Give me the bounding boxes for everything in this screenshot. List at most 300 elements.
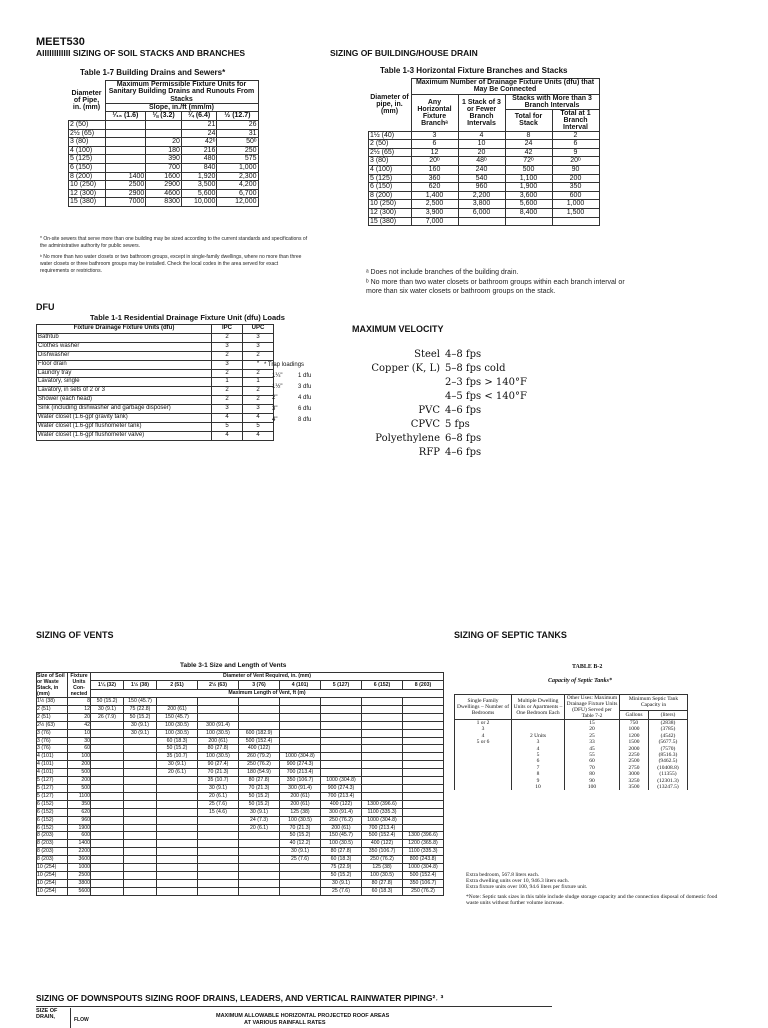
velocity-value: 4–6 fps bbox=[445, 405, 482, 416]
t31-length-cell: 250 (76.2) bbox=[403, 887, 444, 895]
t11-value-cell: * bbox=[243, 360, 274, 369]
t31-length-cell: 1300 (396.6) bbox=[362, 800, 403, 808]
t17-value-cell: 7000 bbox=[105, 198, 146, 207]
velocity-heading: MAXIMUM VELOCITY bbox=[352, 324, 444, 334]
t13-group-header: Maximum Number of Drainage Fixture Units (dfu) that May Be Connected bbox=[411, 79, 599, 95]
t31-length-cell bbox=[198, 864, 239, 872]
table-row bbox=[37, 777, 444, 785]
t31-length-cell: 200 (61) bbox=[280, 800, 321, 808]
table-row bbox=[37, 784, 444, 792]
t31-length-cell bbox=[280, 745, 321, 753]
t31-length-cell bbox=[157, 864, 198, 872]
table-row bbox=[69, 181, 259, 190]
t31-units-cell: 1400 bbox=[68, 840, 91, 848]
t31-length-cell bbox=[124, 879, 157, 887]
t31-length-cell bbox=[157, 887, 198, 895]
tb2-cell: (9462.5) bbox=[649, 758, 688, 764]
t13-value-cell: 540 bbox=[458, 174, 505, 183]
t17-value-cell: 1600 bbox=[146, 172, 182, 181]
t31-units-cell: 350 bbox=[68, 800, 91, 808]
table-1-1 bbox=[36, 324, 274, 441]
t13-value-cell bbox=[505, 217, 552, 226]
t31-length-cell bbox=[362, 729, 403, 737]
t31-length-cell: 60 (18.3) bbox=[362, 887, 403, 895]
table-row bbox=[369, 200, 600, 209]
t13-diameter-cell: 10 (250) bbox=[369, 200, 412, 209]
t13-value-cell: 9 bbox=[552, 148, 599, 157]
t31-length-cell: 400 (122) bbox=[321, 800, 362, 808]
t31-length-cell bbox=[91, 864, 124, 872]
table-row bbox=[37, 333, 274, 342]
t11-value-cell: 2 bbox=[212, 369, 243, 378]
t31-length-cell bbox=[362, 753, 403, 761]
t31-length-cell: 1100 (335.3) bbox=[362, 808, 403, 816]
t17-value-cell: 5,600 bbox=[181, 189, 217, 198]
trap-row bbox=[264, 382, 324, 393]
tb2-cell: 2750 bbox=[620, 765, 649, 771]
t13-one-stack-header: 1 Stack of 3 or Fewer Branch Intervals bbox=[458, 94, 505, 131]
trap-size: 1¼" bbox=[272, 373, 283, 379]
t31-length-cell: 80 (27.8) bbox=[362, 879, 403, 887]
table-row bbox=[37, 698, 444, 706]
t31-length-cell: 80 (27.8) bbox=[239, 777, 280, 785]
t31-length-cell bbox=[157, 698, 198, 706]
t31-length-cell bbox=[91, 871, 124, 879]
t31-length-cell bbox=[157, 871, 198, 879]
t13-value-cell: 960 bbox=[458, 183, 505, 192]
t17-value-cell bbox=[105, 138, 146, 147]
t31-length-cell bbox=[403, 824, 444, 832]
t31-length-cell: 75 (22.9) bbox=[321, 864, 362, 872]
t31-length-cell bbox=[321, 713, 362, 721]
t11-value-cell: 2 bbox=[212, 351, 243, 360]
t13-diameter-cell: 2½ (65) bbox=[369, 148, 412, 157]
t31-length-cell bbox=[403, 713, 444, 721]
t31-length-cell: 250 (76.2) bbox=[321, 816, 362, 824]
t31-units-cell: 42 bbox=[68, 721, 91, 729]
t31-length-cell bbox=[124, 761, 157, 769]
t11-value-cell: 2 bbox=[212, 333, 243, 342]
t11-fixture-cell: Bathtub bbox=[37, 333, 212, 342]
tb2-col4a: Gallons bbox=[620, 710, 649, 719]
t31-length-cell bbox=[91, 816, 124, 824]
table-row bbox=[37, 887, 444, 895]
t31-length-cell bbox=[403, 745, 444, 753]
t17-value-cell: 42ᵇ bbox=[181, 138, 217, 147]
tb2-cell: 750 bbox=[620, 720, 649, 727]
t31-length-cell bbox=[91, 887, 124, 895]
t31-length-cell: 30 (9.1) bbox=[239, 808, 280, 816]
t17-value-cell: 31 bbox=[217, 129, 258, 138]
table-row bbox=[69, 198, 259, 207]
t31-length-cell bbox=[362, 769, 403, 777]
t17-value-cell: 1400 bbox=[105, 172, 146, 181]
table-row bbox=[37, 848, 444, 856]
t31-length-cell: 900 (274.3) bbox=[321, 784, 362, 792]
t13-value-cell: 5,600 bbox=[505, 200, 552, 209]
t31-size-cell: 8 (203) bbox=[37, 856, 68, 864]
t31-length-cell: 500 (152.4) bbox=[239, 737, 280, 745]
t31-size-cell: 8 (203) bbox=[37, 832, 68, 840]
t13-value-cell: 6 bbox=[411, 140, 458, 149]
t31-length-cell bbox=[403, 729, 444, 737]
t31-length-cell bbox=[321, 761, 362, 769]
t17-value-cell bbox=[105, 164, 146, 173]
t17-slope-header: Slope, in./ft (mm/m) bbox=[105, 103, 258, 112]
table-row bbox=[37, 800, 444, 808]
t13-more-header: Stacks with More than 3 Branch Intervals bbox=[505, 94, 599, 109]
t31-length-cell bbox=[403, 800, 444, 808]
t31-length-cell bbox=[239, 705, 280, 713]
t13-value-cell: 10 bbox=[458, 140, 505, 149]
t17-value-cell: 26 bbox=[217, 121, 258, 130]
t17-diameter-cell: 15 (380) bbox=[69, 198, 106, 207]
t17-value-cell: 216 bbox=[181, 146, 217, 155]
t31-length-cell: 150 (45.7) bbox=[321, 832, 362, 840]
tb2-cell: 3250 bbox=[620, 778, 649, 784]
t31-length-cell bbox=[124, 737, 157, 745]
t31-length-cell bbox=[239, 879, 280, 887]
t17-value-cell: 10,000 bbox=[181, 198, 217, 207]
tb2-cell: 1000 bbox=[620, 726, 649, 732]
t31-length-cell bbox=[91, 879, 124, 887]
t31-length-cell bbox=[280, 705, 321, 713]
t31-length-cell: 500 (152.4) bbox=[403, 871, 444, 879]
t31-diam-cell: 2 (51) bbox=[157, 681, 198, 689]
t31-length-cell: 700 (213.4) bbox=[280, 769, 321, 777]
t31-size-cell: 10 (254) bbox=[37, 864, 68, 872]
t31-length-cell: 800 (243.8) bbox=[403, 856, 444, 864]
table-row bbox=[69, 121, 259, 130]
t31-length-cell bbox=[157, 784, 198, 792]
t11-fixture-cell: Shower (each head) bbox=[37, 396, 212, 405]
tb2-cell: 33 bbox=[565, 739, 620, 745]
t31-length-cell: 35 (10.7) bbox=[198, 777, 239, 785]
t11-value-cell: 2 bbox=[243, 387, 274, 396]
t31-length-cell bbox=[124, 856, 157, 864]
t31-diam-header: Diameter of Vent Required, in. (mm) bbox=[91, 673, 444, 681]
t13-value-cell: 6 bbox=[552, 140, 599, 149]
tb2-col4b: (liters) bbox=[649, 710, 688, 719]
velocity-row bbox=[330, 362, 527, 376]
table-row bbox=[37, 840, 444, 848]
t31-diam-cell: 1¼ (32) bbox=[91, 681, 124, 689]
t13-value-cell: 8,400 bbox=[505, 208, 552, 217]
velocity-value: 5 fps bbox=[445, 419, 470, 430]
t31-length-cell bbox=[91, 832, 124, 840]
t31-diam-cell: 6 (152) bbox=[362, 681, 403, 689]
trap-row bbox=[264, 404, 324, 415]
table-row bbox=[369, 131, 600, 140]
t17-value-cell: 6,700 bbox=[217, 189, 258, 198]
t17-diameter-cell: 12 (300) bbox=[69, 189, 106, 198]
tb2-cell: (11355) bbox=[649, 771, 688, 777]
t31-length-cell bbox=[157, 856, 198, 864]
t13-value-cell: 3,900 bbox=[411, 208, 458, 217]
t17-value-cell: 2900 bbox=[105, 189, 146, 198]
t31-units-cell: 200 bbox=[68, 777, 91, 785]
t31-length-cell: 250 (76.2) bbox=[239, 761, 280, 769]
t17-value-cell: 3,500 bbox=[181, 181, 217, 190]
t11-fixture-cell: Clothes washer bbox=[37, 342, 212, 351]
t17-value-cell: 180 bbox=[146, 146, 182, 155]
tb2-cell: 2000 bbox=[620, 746, 649, 752]
table-3-1 bbox=[36, 672, 444, 896]
septic-extra-units: Extra dwelling units over 10, 946.3 liters each. bbox=[466, 878, 569, 885]
t31-length-cell bbox=[124, 800, 157, 808]
t31-length-cell bbox=[198, 705, 239, 713]
t31-length-cell bbox=[403, 737, 444, 745]
t31-length-cell bbox=[124, 808, 157, 816]
t31-length-cell bbox=[157, 879, 198, 887]
t11-value-cell: 3 bbox=[212, 342, 243, 351]
t13-diameter-cell: 8 (200) bbox=[369, 191, 412, 200]
t31-length-cell bbox=[91, 848, 124, 856]
table-row bbox=[37, 808, 444, 816]
table-row bbox=[69, 189, 259, 198]
tb2-cell: 45 bbox=[565, 746, 620, 752]
t31-size-cell: 8 (203) bbox=[37, 848, 68, 856]
t31-length-cell: 100 (30.5) bbox=[157, 729, 198, 737]
t31-units-cell: 1900 bbox=[68, 824, 91, 832]
t31-length-cell bbox=[91, 856, 124, 864]
table-row bbox=[37, 378, 274, 387]
t31-length-cell: 125 (38) bbox=[362, 864, 403, 872]
t31-length-cell: 1100 (335.3) bbox=[403, 848, 444, 856]
t31-length-cell: 700 (213.4) bbox=[362, 824, 403, 832]
tb2-cell: 10 bbox=[512, 784, 565, 790]
t31-size-cell: 1½ (38) bbox=[37, 698, 68, 706]
t31-units-cell: 2500 bbox=[68, 871, 91, 879]
velocity-row bbox=[330, 348, 527, 362]
t31-length-cell: 700 (213.4) bbox=[321, 792, 362, 800]
t31-length-cell: 35 (10.7) bbox=[157, 753, 198, 761]
velocity-row bbox=[330, 418, 527, 432]
t31-length-cell: 180 (54.9) bbox=[239, 769, 280, 777]
t13-value-cell: 90 bbox=[552, 165, 599, 174]
t17-value-cell bbox=[146, 129, 182, 138]
t31-length-cell: 100 (30.5) bbox=[198, 753, 239, 761]
t13-diameter-cell: 12 (300) bbox=[369, 208, 412, 217]
t13-value-cell: 20ᵇ bbox=[552, 157, 599, 166]
velocity-row bbox=[330, 404, 527, 418]
velocity-material: Copper (K, L) bbox=[371, 363, 440, 374]
t31-size-cell: 6 (152) bbox=[37, 816, 68, 824]
table-b2-caption: Capacity of Septic Tanks* bbox=[548, 678, 612, 684]
table-row bbox=[37, 351, 274, 360]
t31-length-cell: 1000 (304.8) bbox=[280, 753, 321, 761]
t31-length-cell: 150 (45.7) bbox=[157, 713, 198, 721]
t13-value-cell: 7,000 bbox=[411, 217, 458, 226]
trap-dfu: 1 dfu bbox=[298, 373, 312, 379]
tb2-cell: (5677.5) bbox=[649, 739, 688, 745]
t31-units-header: Fixture Units Con-nected bbox=[68, 673, 91, 698]
ds-max-header-2: AT VARIOUS RAINFALL RATES bbox=[244, 1020, 326, 1026]
t31-length-cell bbox=[124, 753, 157, 761]
t31-length-cell: 400 (122) bbox=[362, 840, 403, 848]
table-row bbox=[37, 824, 444, 832]
t11-ipc-header: IPC bbox=[212, 325, 243, 334]
t17-diameter-cell: 5 (125) bbox=[69, 155, 106, 164]
t31-units-cell: 500 bbox=[68, 769, 91, 777]
t31-length-cell bbox=[91, 729, 124, 737]
t31-length-cell bbox=[124, 832, 157, 840]
t31-length-cell bbox=[91, 800, 124, 808]
t13-total-stack-header: Total for Stack bbox=[505, 109, 552, 131]
t11-fixture-cell: Lavatory, in sets of 2 or 3 bbox=[37, 387, 212, 396]
t31-units-cell: 12 bbox=[68, 705, 91, 713]
table-row bbox=[369, 217, 600, 226]
t13-value-cell: 4 bbox=[458, 131, 505, 140]
t13-total-branch-header: Total at 1 Branch Interval bbox=[552, 109, 599, 131]
table-row bbox=[37, 832, 444, 840]
t31-units-cell: 2200 bbox=[68, 848, 91, 856]
t17-value-cell: 21 bbox=[181, 121, 217, 130]
t31-units-cell: 30 bbox=[68, 737, 91, 745]
t31-length-cell bbox=[198, 698, 239, 706]
velocity-list bbox=[330, 348, 527, 460]
t13-value-cell bbox=[458, 217, 505, 226]
t31-length-cell: 200 (61) bbox=[157, 705, 198, 713]
trap-row bbox=[264, 393, 324, 404]
t31-units-cell: 960 bbox=[68, 816, 91, 824]
t13-value-cell: 72ᵇ bbox=[505, 157, 552, 166]
t31-length-cell bbox=[280, 737, 321, 745]
t13-value-cell: 8 bbox=[505, 131, 552, 140]
table-row bbox=[37, 705, 444, 713]
velocity-row bbox=[330, 390, 527, 404]
t31-length-cell bbox=[91, 777, 124, 785]
t13-diameter-cell: 6 (150) bbox=[369, 183, 412, 192]
table-row bbox=[69, 164, 259, 173]
velocity-material bbox=[330, 390, 445, 404]
t17-diameter-cell: 2 (50) bbox=[69, 121, 106, 130]
septic-note: *Note: Septic tank sizes in this table include sludge storage capacity and the connection disposal of domestic food waste units without further volume increase. bbox=[466, 894, 718, 907]
t31-diam-cell: 3 (76) bbox=[239, 681, 280, 689]
t31-length-cell: 50 (15.2) bbox=[321, 871, 362, 879]
t31-length-cell: 100 (30.5) bbox=[198, 729, 239, 737]
t31-length-cell bbox=[198, 887, 239, 895]
trap-dfu: 6 dfu bbox=[298, 406, 312, 412]
table-row bbox=[37, 405, 274, 414]
t31-length-cell bbox=[124, 864, 157, 872]
table-row bbox=[455, 784, 688, 790]
t11-value-cell: 5 bbox=[243, 422, 274, 431]
t31-length-cell: 20 (6.1) bbox=[157, 769, 198, 777]
t31-size-cell: 3 (76) bbox=[37, 745, 68, 753]
t31-units-cell: 60 bbox=[68, 745, 91, 753]
t31-length-cell bbox=[321, 729, 362, 737]
velocity-material: Steel bbox=[414, 349, 440, 360]
table-row bbox=[369, 148, 600, 157]
t13-value-cell: 3 bbox=[411, 131, 458, 140]
t31-size-cell: 2 (51) bbox=[37, 705, 68, 713]
table-1-3 bbox=[368, 78, 600, 226]
table-row bbox=[37, 753, 444, 761]
t31-size-cell: 6 (152) bbox=[37, 808, 68, 816]
t31-length-cell: 1000 (304.8) bbox=[321, 777, 362, 785]
tb2-cell: 55 bbox=[565, 752, 620, 758]
tb2-cell: 1 or 2 bbox=[455, 720, 512, 727]
t31-size-cell: 8 (203) bbox=[37, 840, 68, 848]
t31-length-cell bbox=[91, 721, 124, 729]
t31-length-cell bbox=[157, 824, 198, 832]
t31-length-cell: 150 (45.7) bbox=[124, 698, 157, 706]
t31-units-cell: 600 bbox=[68, 832, 91, 840]
tb2-cell: 4 bbox=[455, 733, 512, 739]
t31-length-cell bbox=[239, 871, 280, 879]
t31-size-cell: 10 (254) bbox=[37, 887, 68, 895]
t11-fixture-cell: Lavatory, single bbox=[37, 378, 212, 387]
t31-units-cell: 8 bbox=[68, 698, 91, 706]
velocity-row bbox=[330, 432, 527, 446]
t31-length-cell bbox=[157, 840, 198, 848]
t31-length-cell bbox=[198, 840, 239, 848]
t13-note-b: ᵇ No more than two water closets or bathroom groups within each branch interval or more than six water closets or bathroom groups on the stack. bbox=[366, 279, 625, 295]
table-1-7 bbox=[68, 80, 259, 207]
septic-extra-bedroom: Extra bedroom, 567.8 liters each. bbox=[466, 872, 540, 878]
t13-diameter-cell: 2 (50) bbox=[369, 140, 412, 149]
t31-units-cell: 1000 bbox=[68, 864, 91, 872]
t31-length-cell bbox=[321, 698, 362, 706]
table-row bbox=[369, 157, 600, 166]
t11-value-cell: 1 bbox=[243, 378, 274, 387]
trap-size: 2" bbox=[272, 395, 278, 401]
t13-value-cell: 3,600 bbox=[505, 191, 552, 200]
t31-size-cell: 4 (101) bbox=[37, 753, 68, 761]
table-row bbox=[37, 360, 274, 369]
t31-length-cell: 50 (15.2) bbox=[239, 800, 280, 808]
t31-length-cell bbox=[91, 824, 124, 832]
t31-length-cell bbox=[321, 721, 362, 729]
t31-length-cell: 30 (9.1) bbox=[321, 879, 362, 887]
tb2-cell: 70 bbox=[565, 765, 620, 771]
t31-units-cell: 3600 bbox=[68, 856, 91, 864]
t31-length-cell bbox=[124, 824, 157, 832]
t31-length-cell: 900 (274.3) bbox=[280, 761, 321, 769]
t17-value-cell: 2500 bbox=[105, 181, 146, 190]
t17-value-cell: 390 bbox=[146, 155, 182, 164]
t31-length-cell: 600 (182.9) bbox=[239, 729, 280, 737]
t31-length-cell bbox=[91, 792, 124, 800]
table-b2-number: TABLE B-2 bbox=[572, 664, 603, 670]
t13-value-cell: 1,000 bbox=[552, 200, 599, 209]
t17-note-1: * On-site sewers that serve more than one building may be sized according to the current standards and specifications of the administrative authority for public sewers. bbox=[40, 236, 308, 249]
t31-length-cell bbox=[239, 887, 280, 895]
table-row bbox=[37, 414, 274, 423]
t31-length-cell bbox=[362, 737, 403, 745]
t31-size-cell: 2 (51) bbox=[37, 713, 68, 721]
t13-diameter-cell: 1½ (40) bbox=[369, 131, 412, 140]
t31-length-cell: 25 (7.6) bbox=[198, 800, 239, 808]
t31-units-cell: 5600 bbox=[68, 887, 91, 895]
t11-value-cell: 4 bbox=[212, 414, 243, 423]
t31-length-cell bbox=[239, 864, 280, 872]
t13-value-cell: 200 bbox=[552, 174, 599, 183]
t13-diameter-cell: 15 (380) bbox=[369, 217, 412, 226]
t17-slope-4: ½ (12.7) bbox=[217, 112, 258, 121]
tb2-cell: 80 bbox=[565, 771, 620, 777]
tb2-cell: 9 bbox=[512, 778, 565, 784]
tb2-cell: 3000 bbox=[620, 771, 649, 777]
t31-length-cell bbox=[198, 871, 239, 879]
t17-value-cell: 2,300 bbox=[217, 172, 258, 181]
t31-length-cell: 25 (7.6) bbox=[321, 887, 362, 895]
t11-fixture-cell: Laundry tray bbox=[37, 369, 212, 378]
document-code: MEET530 bbox=[36, 36, 85, 48]
table-row bbox=[37, 792, 444, 800]
t31-length-cell: 30 (9.1) bbox=[124, 721, 157, 729]
